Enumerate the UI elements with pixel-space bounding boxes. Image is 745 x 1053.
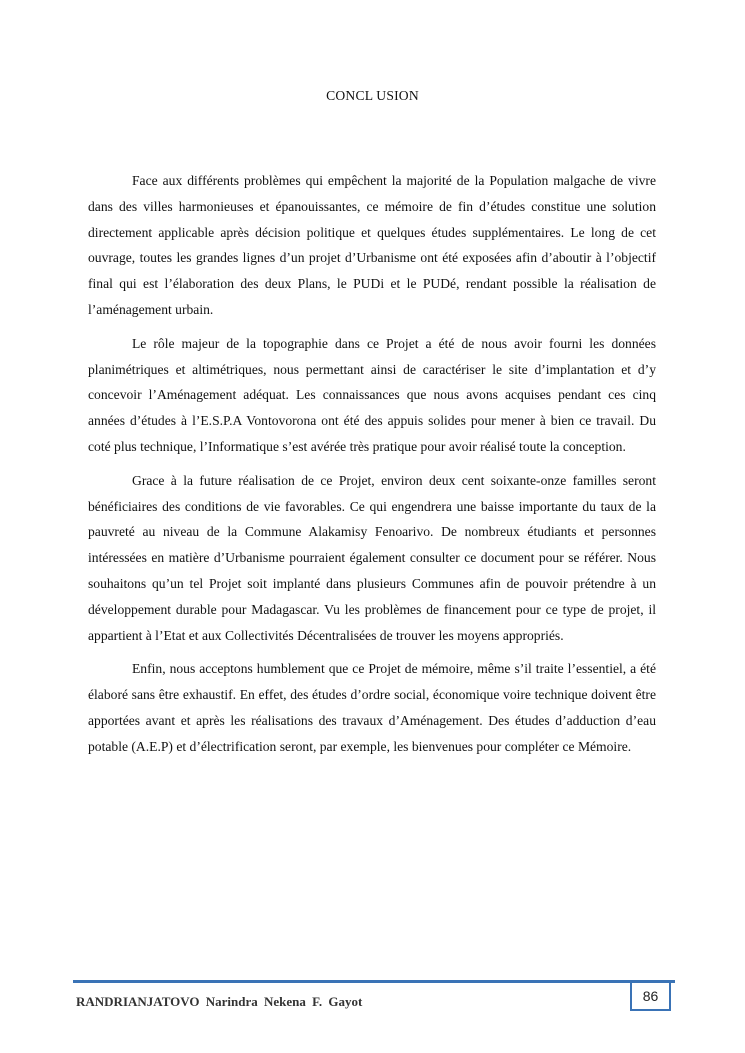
page-number: 86 <box>630 981 671 1011</box>
paragraph-2: Le rôle majeur de la topographie dans ce Projet a été de nous avoir fourni les données planimétriques et altimétriques, nous permettant ainsi de caractériser le site d’implantation et d’y concevoir l’Aménagement adéquat. Les connaissances que nous avons acquises pendant ces cinq années d’études à l’E.S.P.A Vontovorona ont été des appuis solides pour mener à bien ce travail. Du coté plus technique, l’Informatique s’est avérée très pratique pour avoir réalisé toute la conception. <box>88 335 656 454</box>
footer-divider <box>73 980 675 983</box>
conclusion-body <box>88 168 656 768</box>
paragraph-1: Face aux différents problèmes qui empêchent la majorité de la Population malgache de vivre dans des villes harmonieuses et épanouissantes, ce mémoire de fin d’études constitue une solution directement applicable après décision politique et quelques études supplémentaires. Le long de cet ouvrage, toutes les grandes lignes d’un projet d’Urbanisme ont été exposées afin d’aboutir à l’objectif final qui est l’élaboration des deux Plans, le PUDi et le PUDé, rendant possible la réalisation de l’aménagement urbain. <box>88 173 656 317</box>
page-title: CONCL USION <box>326 88 419 103</box>
footer-author: RANDRIANJATOVO Narindra Nekena F. Gayot <box>76 994 363 1009</box>
paragraph-3: Grace à la future réalisation de ce Projet, environ deux cent soixante-onze familles seront bénéficiaires des conditions de vie favorables. Ce qui engendrera une baisse importante du taux de la pauvreté au niveau de la Commune Alakamisy Fenoarivo. De nombreux étudiants et personnes intéressées en matière d’Urbanisme pourraient également consulter ce document pour se référer. Nous souhaitons qu’un tel Projet soit implanté dans plusieurs Communes afin de pouvoir prétendre à un développement durable pour Madagascar. Vu les problèmes de financement pour ce type de projet, il appartient à l’Etat et aux Collectivités Décentralisées de trouver les moyens appropriés. <box>88 472 656 643</box>
paragraph-4: Enfin, nous acceptons humblement que ce Projet de mémoire, même s’il traite l’essentiel, a été élaboré sans être exhaustif. En effet, des études d’ordre social, économique voire technique doivent être apportées avant et après les réalisations des travaux d’Aménagement. Des études d’adduction d’eau potable (A.E.P) et d’électrification seront, par exemple, les bienvenues pour compléter ce Mémoire. <box>88 661 656 754</box>
